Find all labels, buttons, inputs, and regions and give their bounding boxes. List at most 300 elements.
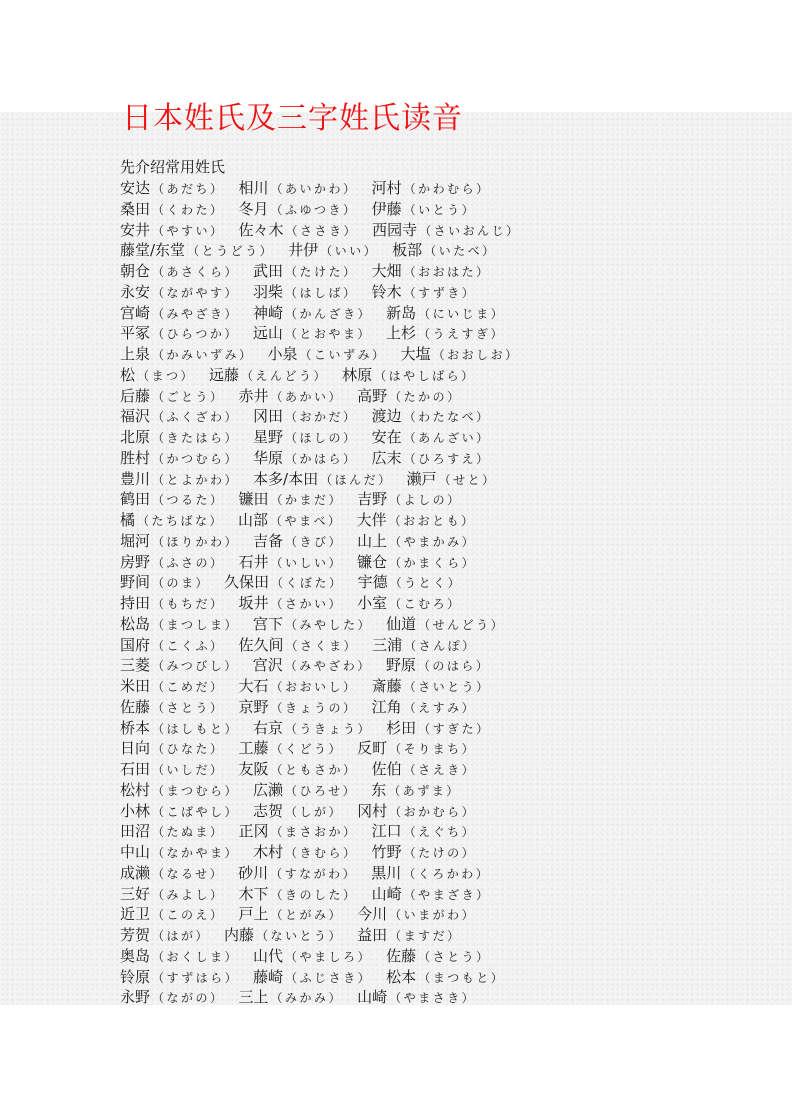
surname-reading: （みやざき）	[152, 306, 240, 321]
surname-reading: （ささき）	[285, 223, 359, 238]
surname-entry	[120, 739, 225, 757]
surname-reading: （さかい）	[270, 597, 344, 611]
surname-entry	[372, 221, 521, 239]
surname-entry	[372, 428, 491, 446]
surname-entry	[120, 615, 239, 633]
surname-entry	[253, 968, 372, 986]
surname-row	[120, 863, 521, 884]
surname-reading: （こいずみ）	[299, 348, 387, 362]
surname-entry	[342, 366, 476, 384]
surname-reading: （くぼた）	[271, 576, 344, 591]
surname-entry	[358, 573, 463, 591]
surname-reading: （かんざき）	[285, 306, 373, 321]
surname-entry	[120, 241, 274, 259]
surname-kanji: 山代	[253, 946, 284, 965]
surname-entry	[386, 615, 505, 633]
surname-entry	[372, 677, 491, 695]
surname-entry	[372, 262, 491, 280]
surname-reading: （とうどう）	[187, 244, 275, 259]
surname-kanji: 野原	[385, 656, 416, 675]
surname-row	[120, 738, 521, 759]
surname-entry	[120, 428, 239, 446]
surname-kanji: 橘	[120, 511, 136, 529]
surname-entry	[253, 407, 358, 425]
surname-reading: （せんどう）	[418, 617, 506, 632]
surname-kanji: 鹤田	[120, 490, 151, 509]
surname-row	[120, 220, 521, 241]
surname-kanji: 安达	[120, 179, 151, 197]
surname-entry	[120, 988, 225, 1006]
surname-kanji: 戸上	[238, 905, 269, 924]
surname-entry	[120, 573, 210, 591]
surname-kanji: 冈村	[357, 801, 388, 820]
surname-row	[120, 448, 521, 469]
surname-kanji: 豊川	[120, 469, 151, 488]
surname-reading: （ひなた）	[152, 742, 225, 757]
surname-reading: （ほんだ）	[320, 472, 393, 487]
surname-kanji: 新岛	[386, 303, 417, 322]
surname-reading: （とがみ）	[270, 908, 344, 923]
surname-kanji: 胜村	[120, 448, 151, 467]
surname-entry	[372, 449, 491, 467]
surname-kanji: 高野	[357, 386, 388, 405]
surname-entry	[253, 428, 358, 446]
surname-kanji: 远山	[252, 324, 283, 343]
surname-kanji: 藤堂/东堂	[120, 241, 186, 260]
surname-kanji: 星野	[253, 428, 284, 446]
surname-entry	[239, 594, 344, 612]
surname-entry	[120, 262, 239, 280]
surname-entry	[120, 179, 225, 197]
surname-kanji: 京野	[238, 697, 269, 716]
surname-entry	[372, 698, 477, 716]
surname-reading: （えぐち）	[403, 825, 477, 840]
surname-kanji: 志贺	[253, 801, 284, 820]
surname-reading: （おおいし）	[270, 680, 358, 694]
surname-reading: （くわた）	[152, 202, 225, 217]
surname-reading: （ごとう）	[152, 389, 225, 404]
surname-entry	[386, 656, 491, 674]
surname-reading: （ふゆつき）	[270, 202, 358, 217]
surname-reading: （いたべ）	[424, 244, 497, 259]
surname-reading: （いしい）	[270, 555, 344, 570]
surname-kanji: 山崎	[371, 884, 402, 903]
surname-reading: （こくふ）	[152, 638, 225, 653]
surname-entry	[253, 532, 343, 550]
surname-row	[120, 967, 521, 988]
surname-reading: （たぬま）	[152, 825, 225, 840]
surname-kanji: 芳贺	[120, 926, 151, 944]
surname-reading: （みつびし）	[152, 659, 239, 674]
surname-entry	[253, 719, 372, 737]
surname-entry	[224, 573, 344, 591]
surname-kanji: 铃原	[120, 967, 151, 986]
surname-kanji: 武田	[253, 262, 284, 280]
surname-row	[120, 759, 521, 780]
surname-reading: （うとく）	[389, 576, 463, 591]
surname-entry	[392, 241, 497, 259]
surname-reading: （はやしばら）	[374, 368, 476, 383]
surname-entry	[401, 345, 520, 363]
surname-reading: （みやざわ）	[284, 659, 372, 674]
surname-kanji: 冈田	[253, 407, 284, 426]
surname-reading: （さくま）	[285, 638, 359, 653]
intro-text: 先介绍常用姓氏	[120, 158, 226, 176]
surname-kanji: 田沼	[120, 822, 151, 841]
surname-entry	[253, 283, 358, 301]
surname-kanji: 宫下	[253, 614, 284, 633]
surname-reading: （あんざい）	[403, 431, 491, 445]
surname-reading: （みよし）	[152, 887, 225, 902]
surname-kanji: 石井	[238, 552, 269, 571]
surname-kanji: 铃木	[371, 282, 402, 301]
surname-entry	[120, 490, 225, 508]
surname-row	[120, 593, 521, 614]
surname-entry	[120, 822, 225, 840]
surname-reading: （さえき）	[403, 763, 477, 777]
surname-reading: （まつ）	[137, 368, 196, 383]
surname-kanji: 中山	[120, 843, 151, 861]
surname-entry	[120, 698, 225, 716]
surname-entry	[120, 968, 239, 986]
surname-row	[120, 510, 521, 531]
surname-reading: （きび）	[285, 534, 344, 549]
surname-entry	[239, 988, 344, 1006]
surname-reading: （あだち）	[152, 182, 225, 196]
surname-kanji: 河村	[371, 179, 402, 197]
surname-reading: （かつむら）	[152, 451, 240, 466]
surname-kanji: 今川	[357, 905, 388, 924]
surname-kanji: 反町	[357, 739, 388, 758]
surname-kanji: 濑戸	[406, 469, 437, 488]
surname-entry	[372, 200, 477, 218]
surname-reading: （のま）	[152, 576, 211, 591]
surname-entry	[120, 200, 225, 218]
surname-reading: （はしば）	[285, 285, 358, 300]
surname-kanji: 本多/本田	[253, 469, 319, 488]
surname-entry	[253, 324, 372, 342]
surname-reading: （ないとう）	[256, 929, 344, 943]
surname-entry	[120, 304, 239, 322]
surname-row	[120, 199, 521, 220]
surname-row	[120, 946, 521, 967]
surname-entry	[209, 366, 328, 384]
surname-kanji: 松	[120, 365, 136, 384]
surname-kanji: 小泉	[267, 345, 298, 363]
surname-kanji: 永安	[120, 282, 151, 301]
surname-kanji: 西园寺	[372, 220, 418, 239]
surname-kanji: 吉野	[357, 490, 388, 509]
surname-kanji: 北原	[120, 428, 151, 446]
surname-entry	[239, 179, 358, 197]
surname-row	[120, 884, 521, 905]
surname-kanji: 竹野	[371, 843, 402, 861]
surname-reading: （きのした）	[270, 887, 358, 902]
surname-entry	[253, 449, 358, 467]
surname-row	[120, 904, 521, 925]
surname-entry	[120, 656, 239, 674]
surname-reading: （ほりかわ）	[152, 534, 240, 549]
surname-reading: （すながわ）	[270, 866, 358, 881]
surname-entry	[253, 656, 372, 674]
surname-reading: （ふじさき）	[285, 970, 373, 985]
surname-entry	[253, 781, 357, 799]
surname-kanji: 斎藤	[371, 677, 402, 695]
surname-reading: （いしだ）	[152, 763, 225, 777]
surname-kanji: 安井	[120, 220, 151, 239]
surname-reading: （ますだ）	[389, 929, 462, 943]
surname-kanji: 右京	[253, 718, 284, 737]
surname-kanji: 成濑	[120, 863, 151, 882]
surname-entry	[239, 885, 358, 903]
surname-kanji: 佐久间	[238, 635, 284, 654]
surname-reading: （かみいずみ）	[152, 348, 254, 362]
surname-entry	[120, 221, 225, 239]
surname-reading: （おおしお）	[432, 348, 520, 362]
surname-entry	[268, 345, 387, 363]
surname-row	[120, 261, 521, 282]
surname-kanji: 近卫	[120, 905, 151, 924]
surname-kanji: 広末	[371, 448, 402, 467]
surname-kanji: 松本	[386, 967, 417, 986]
surname-entry	[120, 802, 239, 820]
surname-reading: （かはら）	[285, 451, 358, 466]
surname-kanji: 国府	[120, 635, 151, 654]
surname-entry	[120, 324, 239, 342]
surname-entry	[386, 304, 505, 322]
surname-reading: （いとう）	[403, 202, 477, 217]
surname-kanji: 朝仓	[120, 262, 151, 280]
surname-reading: （さとう）	[418, 949, 491, 964]
surname-entry	[372, 407, 491, 425]
surname-kanji: 大塩	[400, 345, 431, 363]
surname-kanji: 井伊	[288, 241, 319, 260]
surname-reading: （つるた）	[152, 493, 225, 508]
surname-kanji: 伊藤	[371, 199, 402, 218]
surname-kanji: 久保田	[224, 573, 270, 592]
surname-kanji: 野间	[120, 573, 151, 592]
surname-row	[120, 365, 521, 386]
surname-kanji: 堀河	[120, 531, 151, 550]
surname-reading: （わたなべ）	[403, 410, 491, 425]
surname-entry	[357, 387, 462, 405]
surname-kanji: 藤崎	[253, 967, 284, 986]
surname-kanji: 冬月	[238, 199, 269, 218]
surname-kanji: 神崎	[253, 303, 284, 322]
surname-entry	[120, 407, 239, 425]
surname-reading: （すぎた）	[418, 721, 491, 736]
surname-entry	[239, 387, 344, 405]
surname-kanji: 奥岛	[120, 946, 151, 965]
surname-reading: （おかだ）	[285, 410, 358, 425]
surname-kanji: 远藤	[209, 365, 240, 384]
surname-entry	[120, 387, 225, 405]
surname-row	[120, 406, 521, 427]
surname-reading: （やましろ）	[285, 949, 373, 964]
surname-kanji: 友阪	[238, 760, 269, 778]
surname-kanji: 三好	[120, 884, 151, 903]
surname-row	[120, 427, 521, 448]
surname-entry	[357, 532, 476, 550]
surname-reading: （こばやし）	[152, 804, 240, 819]
surname-reading: （こむろ）	[389, 597, 462, 611]
surname-reading: （なるせ）	[152, 866, 225, 881]
surname-reading: （えんどう）	[241, 368, 329, 383]
surname-reading: （ふさの）	[152, 555, 225, 570]
surname-entry	[357, 739, 476, 757]
surname-entry	[120, 864, 224, 882]
surname-kanji: 华原	[253, 448, 284, 467]
surname-reading: （まさおか）	[270, 825, 358, 840]
surname-kanji: 渡边	[371, 407, 402, 426]
surname-reading: （はが）	[152, 929, 211, 943]
surname-kanji: 佐藤	[386, 946, 417, 965]
surname-kanji: 吉备	[253, 531, 284, 550]
surname-kanji: 桑田	[120, 199, 151, 218]
surname-row	[120, 323, 521, 344]
surname-reading: （こめだ）	[152, 680, 225, 694]
surname-reading: （みかみ）	[270, 991, 344, 1006]
surname-entry	[372, 179, 491, 197]
surname-reading: （よしの）	[389, 493, 462, 508]
surname-reading: （くどう）	[270, 742, 344, 757]
surname-kanji: 内藤	[224, 926, 255, 944]
surname-row	[120, 676, 521, 697]
surname-entry	[239, 905, 344, 923]
surname-entry	[407, 470, 497, 488]
surname-entry	[239, 822, 358, 840]
surname-reading: （あずま）	[388, 783, 461, 798]
surname-reading: （ながの）	[152, 991, 225, 1006]
surname-entry	[372, 885, 491, 903]
surname-reading: （やまかみ）	[389, 534, 477, 549]
surname-reading: （ひろせ）	[285, 783, 358, 798]
surname-kanji: 林原	[342, 365, 373, 384]
surname-entry	[372, 822, 477, 840]
surname-entry	[120, 470, 239, 488]
surname-entry	[120, 594, 225, 612]
surname-entry	[253, 947, 372, 965]
surname-reading: （きょうの）	[270, 700, 358, 715]
surname-kanji: 板部	[392, 241, 423, 260]
surname-row	[120, 489, 521, 510]
surname-kanji: 江角	[371, 697, 402, 716]
surname-reading: （やまざき）	[403, 887, 491, 902]
surname-entry	[357, 511, 476, 529]
surname-reading: （あいかわ）	[270, 182, 358, 196]
surname-row	[120, 842, 521, 863]
surname-reading: （まつむら）	[152, 783, 240, 798]
surname-entry	[120, 532, 239, 550]
surname-reading: （おおとも）	[388, 514, 476, 528]
surname-reading: （しが）	[285, 804, 344, 819]
surname-reading: （ながやす）	[152, 285, 240, 300]
surname-entry	[253, 843, 358, 861]
surname-kanji: 永野	[120, 988, 151, 1007]
surname-reading: （ふくざわ）	[152, 410, 240, 425]
surname-entry	[120, 905, 225, 923]
surname-row	[120, 552, 521, 573]
surname-entry	[120, 511, 224, 529]
surname-entry	[239, 698, 358, 716]
surname-row	[120, 469, 521, 490]
surname-kanji: 大畑	[371, 262, 402, 280]
surname-kanji: 平冢	[120, 324, 151, 343]
surname-reading: （せと）	[438, 472, 497, 487]
surname-kanji: 安在	[371, 428, 402, 446]
surname-reading: （かまくら）	[389, 555, 477, 570]
surname-kanji: 正冈	[238, 822, 269, 841]
surname-kanji: 房野	[120, 552, 151, 571]
surname-entry	[253, 802, 343, 820]
surname-reading: （まつしま）	[152, 617, 240, 632]
surname-kanji: 佐々木	[238, 220, 284, 239]
surname-entry	[372, 843, 477, 861]
surname-reading: （みやした）	[285, 617, 373, 632]
surname-entry	[120, 843, 239, 861]
surname-entry	[120, 553, 225, 571]
surname-reading: （まつもと）	[418, 970, 506, 985]
surname-entry	[239, 490, 344, 508]
surname-entry	[120, 677, 225, 695]
surname-reading: （いまがわ）	[389, 908, 477, 923]
surname-kanji: 松岛	[120, 614, 151, 633]
surname-entry	[386, 968, 505, 986]
surname-reading: （あさくら）	[152, 265, 240, 279]
surname-reading: （とよかわ）	[152, 472, 240, 487]
surname-reading: （さいおんじ）	[419, 223, 521, 238]
surname-reading: （ともさか）	[270, 763, 358, 777]
surname-reading: （たかの）	[389, 389, 462, 404]
surname-entry	[120, 449, 239, 467]
surname-kanji: 镰田	[238, 490, 269, 509]
surname-reading: （そりまち）	[389, 742, 477, 757]
surname-entry	[357, 802, 476, 820]
surname-reading: （なかやま）	[152, 846, 240, 860]
surname-entry	[357, 905, 476, 923]
surname-reading: （おおはた）	[403, 265, 491, 279]
document-title: 日本姓氏及三字姓氏读音	[122, 101, 463, 136]
surname-row	[120, 386, 521, 407]
surname-reading: （ひろすえ）	[403, 451, 491, 466]
surname-reading: （やまべ）	[270, 514, 343, 528]
surname-entry	[357, 926, 462, 944]
surname-row	[120, 178, 521, 199]
surname-reading: （すずき）	[403, 285, 477, 300]
surname-entry	[120, 719, 239, 737]
surname-entry	[239, 200, 358, 218]
surname-row	[120, 780, 521, 801]
surname-kanji: 赤井	[238, 386, 269, 405]
surname-entry	[357, 553, 476, 571]
surname-entry	[386, 719, 491, 737]
surname-kanji: 小室	[357, 594, 388, 612]
surname-row	[120, 344, 521, 365]
surname-entry	[239, 636, 359, 654]
surname-entry	[371, 864, 490, 882]
surname-kanji: 益田	[357, 926, 388, 944]
surname-kanji: 宫崎	[120, 303, 151, 322]
surname-kanji: 三上	[238, 988, 269, 1007]
surname-row	[120, 303, 521, 324]
surname-entry	[371, 781, 461, 799]
surname-reading: （やすい）	[152, 223, 225, 238]
surname-reading: （さんぽ）	[404, 638, 477, 653]
surname-kanji: 木村	[253, 843, 284, 861]
surname-kanji: 木下	[238, 884, 269, 903]
surname-reading: （うえすぎ）	[417, 327, 505, 342]
surname-entry	[120, 345, 254, 363]
